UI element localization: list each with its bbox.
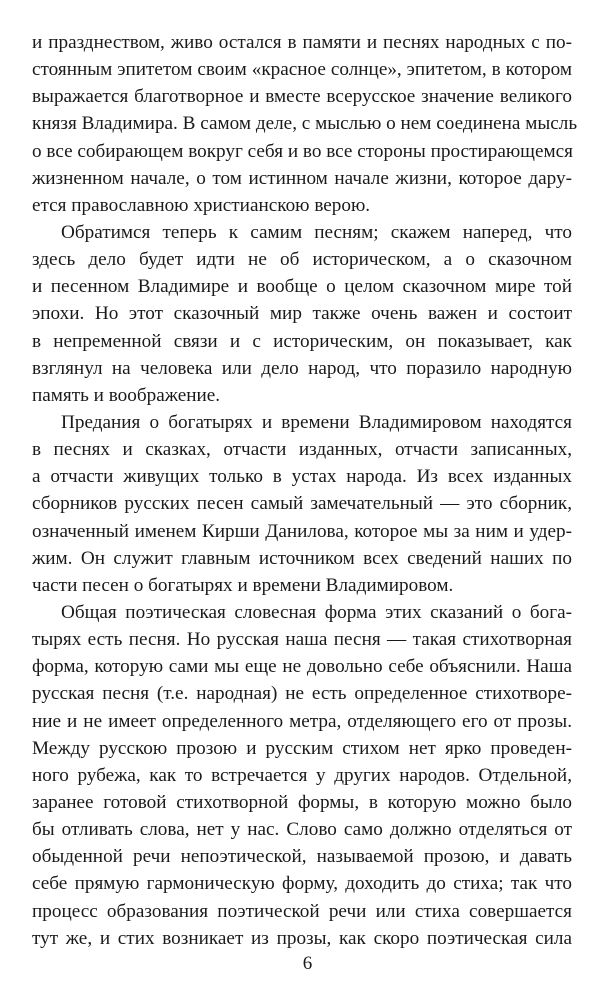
text-line: русская песня (т.е. народная) не есть определенное стихотворе- [32,683,572,705]
text-line: форма, которую сами мы еще не довольно себе объяснили. Наша [32,656,572,678]
text-line: в песнях и сказках, отчасти изданных, отчасти записанных, [32,439,572,461]
text-line: себе прямую гармоническую форму, доходить до стиха; так что [32,873,572,895]
text-line: взглянул на человека или дело народ, что поразило народную [32,357,572,379]
text-line: процесс образования поэтической речи или стиха совершается [32,900,572,922]
text-line: эпохи. Но этот сказочный мир также очень важен и состоит [32,303,572,325]
text-line: Обратимся теперь к самим песням; скажем наперед, что [61,221,572,243]
text-line: Предания о богатырях и времени Владимировом находятся [61,411,572,433]
text-line: заранее готовой стихотворной формы, в которую можно было [32,791,572,813]
text-line: а отчасти живущих только в устах народа. Из всех изданных [32,466,572,488]
text-line: выражается благотворное и вместе всерусское значение великого [32,86,572,108]
text-line: бы отливать слова, нет у нас. Слово само должно отделяться от [32,819,572,841]
text-line: обыденной речи непоэтической, называемой прозою, и давать [32,846,572,868]
text-line: жим. Он служит главным источником всех сведений наших по [32,547,572,569]
paragraph-2 [32,219,572,409]
text-line: части песен о богатырях и времени Владимировом. [32,574,454,596]
text-line: означенный именем Кирши Данилова, которое мы за ним и удер- [32,520,572,542]
text-line: здесь дело будет идти не об историческом, а о сказочном [32,249,572,271]
text-line: стоянным эпитетом своим «красное солнце», эпитетом, в котором [32,59,572,81]
text-line: ние и не имеет определенного метра, отделяющего его от прозы. [32,710,572,732]
text-line: о все собирающем вокруг себя и во все стороны простирающемся [32,140,573,162]
paragraph-1 [32,29,578,219]
paragraph-4 [32,599,572,952]
text-line: жизненном начале, о том истинном начале жизни, которое дару- [32,167,572,189]
text-line: и песенном Владимире и вообще о целом сказочном мире той [32,276,572,298]
text-line: тырях есть песня. Но русская наша песня — такая стихотворная [32,629,572,651]
text-line: князя Владимира. В самом деле, с мыслью о нем соединена мысль [32,113,578,135]
text-line: сборников русских песен самый замечательный — это сборник, [32,493,572,515]
text-line: и празднеством, живо остался в памяти и песнях народных с по- [32,32,572,53]
text-line: память и воображение. [32,384,221,406]
text-line: ется православною христианскою верою. [32,194,371,216]
text-line: тут же, и стих возникает из прозы, как скоро поэтическая сила [32,927,572,949]
text-line: Между русскою прозою и русским стихом нет ярко проведен- [32,737,572,759]
text-line: ного рубежа, как то встречается у других народов. Отдельной, [32,764,572,786]
text-line: в непременной связи и с историческим, он показывает, как [32,330,572,352]
text-line: Общая поэтическая словесная форма этих сказаний о бога- [61,601,572,623]
paragraph-3 [32,409,572,599]
document-page-body [32,29,578,952]
page-number: 6 [302,953,313,974]
